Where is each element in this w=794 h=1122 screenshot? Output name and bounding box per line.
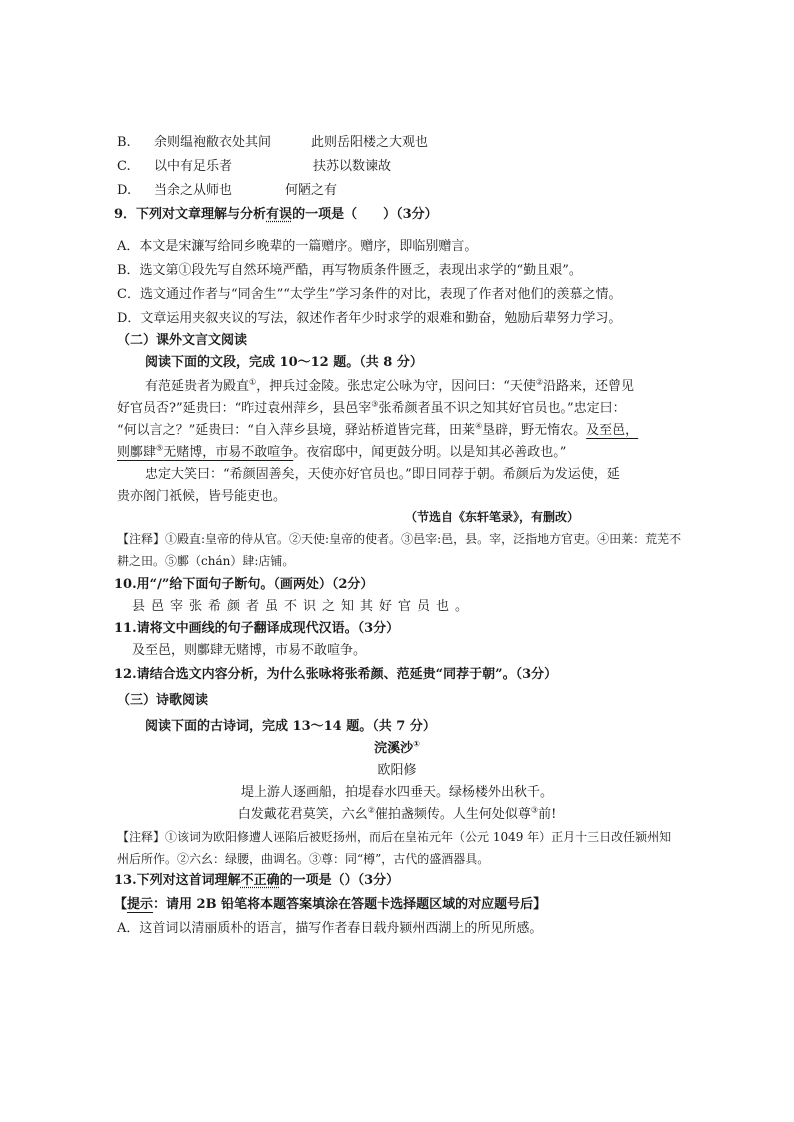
q12-stem: 12.请结合选文内容分析，为什么张咏将张希颜、范延贵“同荐于朝”。（3分） xyxy=(114,667,558,682)
underlined-sentence-part2: 则鄽肆⑤无赌博，市易不敢喧争 xyxy=(117,443,294,460)
q8-option-d: D. 当余之从师也 何陋之有 xyxy=(117,183,338,198)
q13-emphasis: 不正确 xyxy=(240,873,280,888)
section2-note-line-1: 【注释】①殿直:皇帝的侍从官。②天使:皇帝的使者。③邑宰:邑，县。宰，泛指地方官吏。④田莱：荒芜不 xyxy=(117,532,682,546)
poem-line-2: 白发戴花君莫笑，六幺②催拍盏频传。人生何处似尊③前! xyxy=(237,805,557,822)
passage-source: （节选自《东轩笔录》，有删改） xyxy=(405,510,580,524)
q13-hint: 【提示：请用 2B 铅笔将本题答案填涂在答题卡选择题区域的对应题号后】 xyxy=(114,897,547,912)
q8-option-b: B. 余则缊袍敝衣处其间 此则岳阳楼之大观也 xyxy=(117,135,429,150)
section3-heading: （三）诗歌阅读 xyxy=(117,693,209,708)
q8-option-d-right: 何陋之有 xyxy=(285,183,338,198)
q13-hint-label: 提示 xyxy=(127,897,154,912)
q8-option-d-left: 当余之从师也 xyxy=(154,183,233,198)
q13-option-a: A．这首词以清丽质朴的语言，描写作者春日载舟颍州西湖上的所见所感。 xyxy=(117,921,543,936)
q8-option-c-left: 以中有足乐者 xyxy=(154,159,233,174)
section3-note-line-1: 【注释】①该词为欧阳修遭人诬陷后被贬扬州，而后在皇祐元年（公元 1049 年）正月十三日改任颍州知 xyxy=(117,830,672,844)
q9-option-a: A．本文是宋濂写给同乡晚辈的一篇赠序。赠序，即临别赠言。 xyxy=(117,239,478,254)
passage-line-3: “何以言之？”延贵曰：“自入萍乡县境，驿站桥道皆完葺，田莱④垦辟，野无惰农。及至邑， xyxy=(117,421,639,438)
section3-note-line-2: 州后所作。②六幺：绿腰，曲调名。③尊：同“樽”，古代的盛酒器具。 xyxy=(117,852,490,866)
q11-sentence: 及至邑，则鄽肆无赌博，市易不敢喧争。 xyxy=(132,643,367,658)
q8-option-b-left: 余则缊袍敝衣处其间 xyxy=(154,135,272,150)
q10-sentence: 县邑宰张希颜者虽不识之知其好官员也。 xyxy=(132,599,475,614)
section3-instruction: 阅读下面的古诗词，完成 13～14 题。（共 7 分） xyxy=(145,719,436,734)
q9-option-c: C．选文通过作者与“同舍生”“太学生”学习条件的对比，表现了作者对他们的羡慕之情。 xyxy=(117,287,622,302)
passage-line-5: 忠定大笑曰：“希颜固善矣，天使亦好官员也。”即日同荐于朝。希颜后为发运使，延 xyxy=(145,467,620,482)
poem-author: 欧阳修 xyxy=(377,763,417,778)
q9-stem: 9．下列对文章理解与分析有误的一项是（ ）（3分） xyxy=(114,207,438,222)
q9-emphasis: 有误 xyxy=(266,207,293,222)
q9-option-d: D．文章运用夹叙夹议的写法，叙述作者年少时求学的艰难和勤奋，勉励后辈努力学习。 xyxy=(117,311,622,326)
passage-line-6: 贵亦阁门祇候，皆号能吏也。 xyxy=(117,489,287,504)
q8-option-c-right: 扶苏以数谏故 xyxy=(313,159,392,174)
poem-title: 浣溪沙① xyxy=(374,739,420,756)
underlined-sentence-part1: 及至邑， xyxy=(586,423,639,438)
q8-option-b-right: 此则岳阳楼之大观也 xyxy=(311,135,429,150)
q10-stem: 10.用“/”给下面句子断句。（画两处）（2分） xyxy=(114,577,374,592)
passage-line-4: 则鄽肆⑤无赌博，市易不敢喧争。夜宿邸中，闻更鼓分明。以是知其必善政也。” xyxy=(117,443,567,460)
section2-heading: （二）课外文言文阅读 xyxy=(117,333,248,348)
poem-line-1: 堤上游人逐画船，拍堤春水四垂天。绿杨楼外出秋千。 xyxy=(240,785,553,800)
passage-line-1: 有范延贵者为殿直①，押兵过金陵。张忠定公咏为守，因问曰：“天使②沿路来，还曾见 xyxy=(145,377,635,394)
q11-stem: 11.请将文中画线的句子翻译成现代汉语。（3分） xyxy=(114,621,400,636)
passage-line-2: 好官员否?”延贵曰：“昨过袁州萍乡，县邑宰③张希颜者虽不识之知其好官员也。”忠定曰： xyxy=(117,399,626,416)
q13-stem: 13.下列对这首词理解不正确的一项是（）（3分） xyxy=(114,873,400,888)
q9-option-b: B．选文第①段先写自然环境严酷，再写物质条件匮乏，表现出求学的“勤且艰”。 xyxy=(117,263,582,278)
section2-instruction: 阅读下面的文段，完成 10～12 题。（共 8 分） xyxy=(145,355,423,370)
section2-note-line-2: 耕之田。⑤鄽（chán）肆:店铺。 xyxy=(117,554,295,568)
q8-option-c: C. 以中有足乐者 扶苏以数谏故 xyxy=(117,159,392,174)
